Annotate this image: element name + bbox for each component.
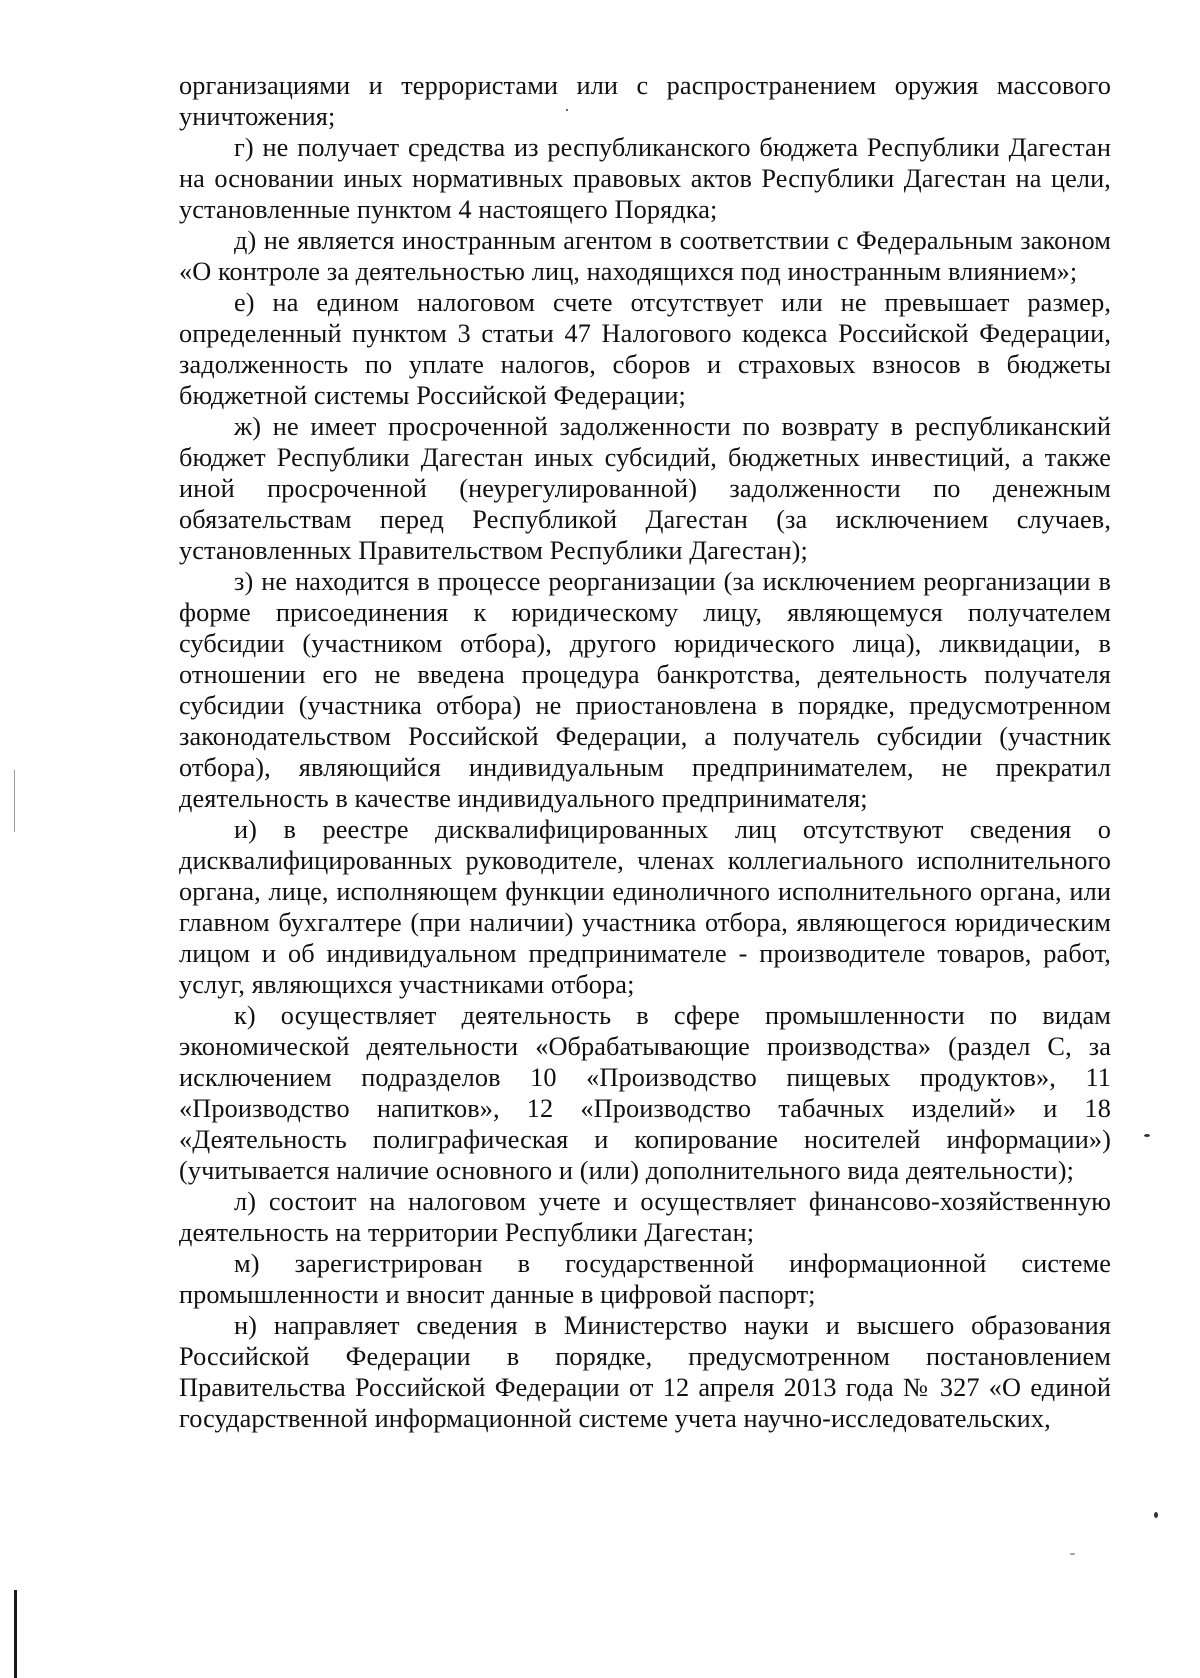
paragraph-item-k: к) осуществляет деятельность в сфере промышленности по видам экономической деятельности «Обрабатывающие производства» (раздел C, за исключением подразделов 10 «Производство пищевых продуктов», 11 «Производство напитков», 12 «Производство табачных изделий» и 18 «Деятельность полиграфическая и копирование носителей информации») (учитывается наличие основного и (или) дополнительного вида деятельности); — [179, 1001, 1111, 1185]
scan-speck — [566, 109, 568, 111]
paragraph-item-g: г) не получает средства из республиканского бюджета Республики Дагестан на основании иных нормативных правовых актов Республики Дагестан на цели, установленные пунктом 4 настоящего Порядка; — [179, 133, 1111, 224]
paragraph-intro: организациями и террористами или с распространением оружия массового уничтожения; — [179, 71, 1111, 131]
paragraph-item-e: е) на едином налоговом счете отсутствует или не превышает размер, определенный пунктом 3 статьи 47 Налогового кодекса Российской Федерации, задолженность по уплате налогов, сборов и страховых взносов в бюджеты бюджетной системы Российской Федерации; — [179, 288, 1111, 410]
paragraph-item-n: н) направляет сведения в Министерство науки и высшего образования Российской Федерации в порядке, предусмотренном постановлением Правительства Российской Федерации от 12 апреля 2013 года № 327 «О единой государственной информационной системе учета научно-исследовательских, — [179, 1311, 1111, 1433]
paragraph-item-i: и) в реестре дисквалифицированных лиц отсутствуют сведения о дисквалифицированных руководителе, членах коллегиального исполнительного органа, лице, исполняющем функции единоличного исполнительного органа, или главном бухгалтере (при наличии) участника отбора, являющегося юридическим лицом и об индивидуальном предпринимателе - производителе товаров, работ, услуг, являющихся участниками отбора; — [179, 815, 1111, 999]
scan-speck — [1144, 1134, 1150, 1137]
paragraph-item-zh: ж) не имеет просроченной задолженности по возврату в республиканский бюджет Республики Дагестан иных субсидий, бюджетных инвестиций, а также иной просроченной (неурегулированной) задолженности по денежным обязательствам перед Республикой Дагестан (за исключением случаев, установленных Правительством Республики Дагестан); — [179, 412, 1111, 565]
scan-speck — [1070, 1553, 1075, 1555]
scan-margin-edge — [14, 1590, 17, 1678]
scan-margin-mark — [14, 770, 15, 832]
document-body — [179, 70, 1111, 1434]
paragraph-item-d: д) не является иностранным агентом в соответствии с Федеральным законом «О контроле за деятельностью лиц, находящихся под иностранным влиянием»; — [179, 226, 1111, 286]
paragraph-item-m: м) зарегистрирован в государственной информационной системе промышленности и вносит данные в цифровой паспорт; — [179, 1249, 1111, 1309]
paragraph-item-z: з) не находится в процессе реорганизации (за исключением реорганизации в форме присоединения к юридическому лицу, являющемуся получателем субсидии (участником отбора), другого юридического лица), ликвидации, в отношении его не введена процедура банкротства, деятельность получателя субсидии (участника отбора) не приостановлена в порядке, предусмотренном законодательством Российской Федерации, а получатель субсидии (участник отбора), являющийся индивидуальным предпринимателем, не прекратил деятельность в качестве индивидуального предпринимателя; — [179, 567, 1111, 813]
paragraph-item-l: л) состоит на налоговом учете и осуществляет финансово-хозяйственную деятельность на территории Республики Дагестан; — [179, 1187, 1111, 1247]
scan-speck — [1154, 1512, 1158, 1518]
